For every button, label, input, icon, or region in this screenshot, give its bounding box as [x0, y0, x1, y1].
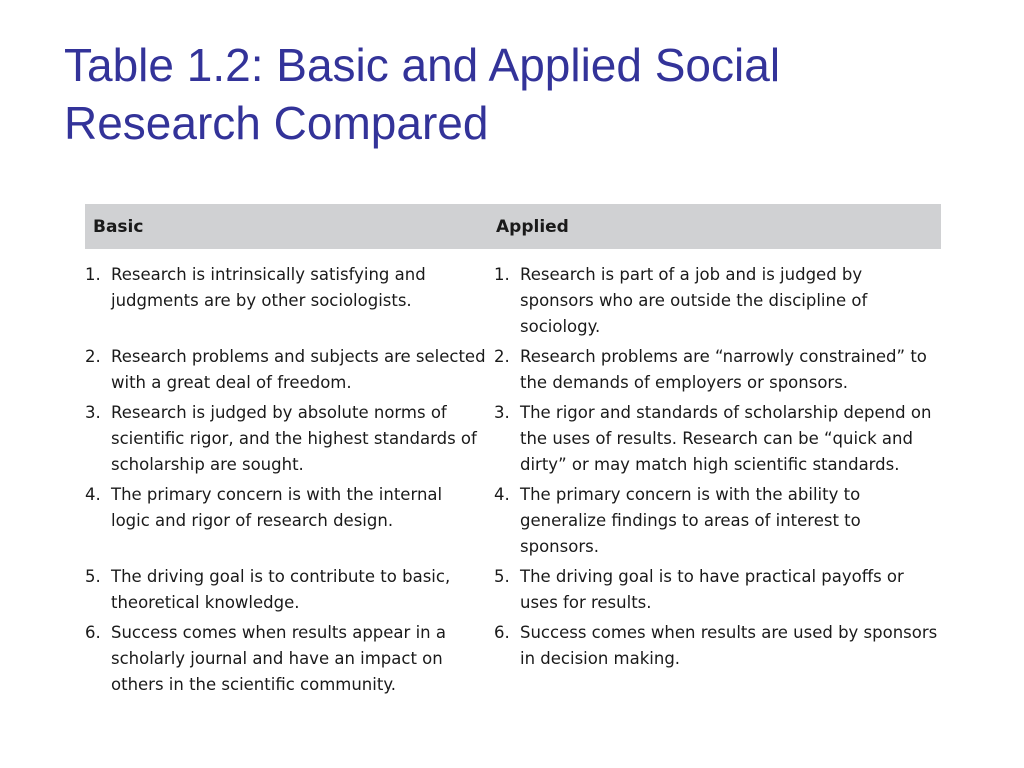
item-number: 5. [85, 567, 101, 586]
applied-item-3 [494, 400, 941, 478]
item-text: The primary concern is with the ability to generalize findings to areas of interest to sponsors. [520, 485, 861, 556]
applied-item-4 [494, 482, 941, 560]
item-number: 6. [494, 623, 510, 642]
table-row [85, 400, 941, 478]
header-basic: Basic [93, 216, 144, 237]
item-number: 5. [494, 567, 510, 586]
item-number: 3. [494, 403, 510, 422]
applied-item-1 [494, 262, 941, 340]
item-number: 4. [494, 485, 510, 504]
basic-item-6 [85, 620, 494, 698]
table-row [85, 344, 941, 396]
item-text: Success comes when results are used by sponsors in decision making. [520, 623, 938, 668]
item-number: 2. [85, 347, 101, 366]
table-row [85, 620, 941, 698]
applied-item-5 [494, 564, 941, 616]
slide-title-line-2: Research Compared [64, 97, 489, 149]
table-row [85, 564, 941, 616]
item-number: 1. [494, 265, 510, 284]
item-number: 2. [494, 347, 510, 366]
item-text: Success comes when results appear in a scholarly journal and have an impact on others in the scientific community. [111, 623, 446, 694]
slide-title-line-1: Table 1.2: Basic and Applied Social [64, 39, 781, 91]
table-row [85, 262, 941, 340]
header-applied: Applied [496, 216, 569, 237]
item-text: Research is judged by absolute norms of scientific rigor, and the highest standards of scholarship are sought. [111, 403, 477, 474]
item-text: Research is intrinsically satisfying and judgments are by other sociologists. [111, 265, 426, 310]
basic-item-4 [85, 482, 494, 560]
item-number: 4. [85, 485, 101, 504]
basic-item-3 [85, 400, 494, 478]
item-text: The driving goal is to contribute to basic, theoretical knowledge. [111, 567, 451, 612]
applied-item-6 [494, 620, 941, 698]
item-number: 1. [85, 265, 101, 284]
slide-title [64, 36, 964, 152]
basic-item-2 [85, 344, 494, 396]
item-text: Research problems and subjects are selected with a great deal of freedom. [111, 347, 486, 392]
table-header-row [85, 204, 941, 249]
basic-item-1 [85, 262, 494, 340]
item-number: 3. [85, 403, 101, 422]
item-number: 6. [85, 623, 101, 642]
table-row [85, 482, 941, 560]
item-text: The driving goal is to have practical payoffs or uses for results. [520, 567, 904, 612]
item-text: The rigor and standards of scholarship depend on the uses of results. Research can be “quick and dirty” or may match high scientific standards. [520, 403, 932, 474]
comparison-table [85, 204, 941, 698]
item-text: The primary concern is with the internal logic and rigor of research design. [111, 485, 443, 530]
table-body [85, 249, 941, 698]
applied-item-2 [494, 344, 941, 396]
item-text: Research is part of a job and is judged by sponsors who are outside the discipline of sociology. [520, 265, 868, 336]
basic-item-5 [85, 564, 494, 616]
item-text: Research problems are “narrowly constrained” to the demands of employers or sponsors. [520, 347, 927, 392]
